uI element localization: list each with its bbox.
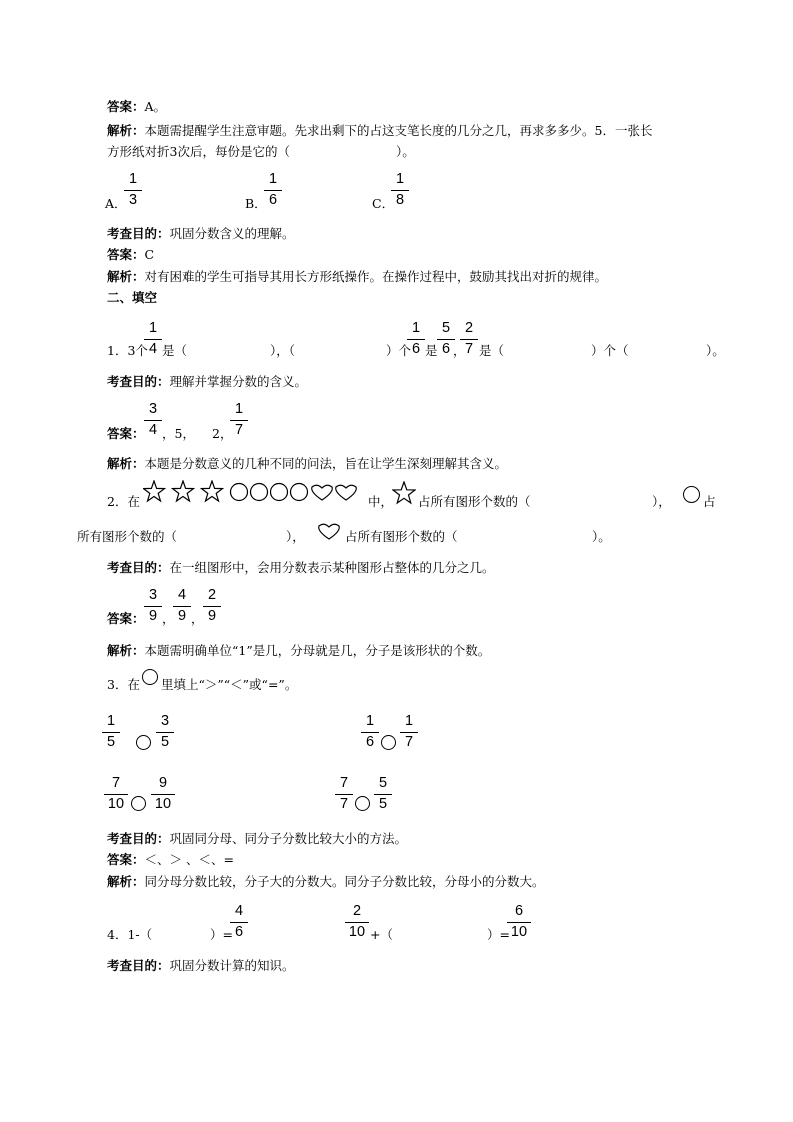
fraction-denominator: 7 bbox=[464, 341, 474, 357]
analysis-line bbox=[107, 125, 652, 138]
answer-text: A。 bbox=[144, 99, 167, 114]
compare-right-fraction bbox=[374, 776, 392, 813]
fraction-numerator: 4 bbox=[234, 903, 244, 919]
star-icon bbox=[392, 481, 416, 505]
fraction-denominator: 5 bbox=[378, 796, 388, 812]
purpose-text: 巩固分数计算的知识。 bbox=[169, 958, 295, 973]
fraction-denominator: 6 bbox=[234, 924, 244, 940]
fraction-denominator: 9 bbox=[207, 608, 217, 624]
fraction-numerator: 1 bbox=[106, 713, 116, 729]
fill1-prefix: 1．3个 bbox=[107, 343, 148, 358]
purpose-text: 理解并掌握分数的含义。 bbox=[169, 374, 308, 389]
option-b-label: B． bbox=[245, 196, 267, 211]
analysis-label: 解析： bbox=[107, 874, 145, 889]
purpose-line bbox=[107, 833, 407, 846]
fraction-numerator: 7 bbox=[111, 775, 121, 791]
answer-fraction bbox=[203, 588, 221, 625]
compare-right-fraction bbox=[400, 714, 418, 751]
fill1-fraction-a bbox=[144, 321, 162, 358]
fill1-text: 是（ bbox=[162, 343, 188, 358]
answer-text: 2， bbox=[212, 426, 233, 441]
comma: ， bbox=[162, 611, 175, 626]
question5-text bbox=[107, 146, 290, 159]
fill2-text: ）， bbox=[652, 494, 671, 509]
question5-stem: 方形纸对折3次后，每份是它的（ bbox=[107, 144, 290, 159]
answer-text: ，5， bbox=[162, 426, 195, 441]
fraction-numerator: 1 bbox=[395, 171, 405, 187]
fraction-denominator: 6 bbox=[411, 341, 421, 357]
fraction-numerator: 5 bbox=[378, 775, 388, 791]
fill2-text: 中， bbox=[368, 494, 394, 509]
fraction-denominator: 5 bbox=[160, 734, 170, 750]
answer-line bbox=[107, 249, 154, 262]
answer-fraction bbox=[230, 402, 248, 439]
fraction-numerator: 1 bbox=[404, 713, 414, 729]
star-icon bbox=[144, 481, 165, 501]
fraction-numerator: 1 bbox=[411, 320, 421, 336]
comma: ， bbox=[191, 611, 204, 626]
answer-fraction bbox=[173, 588, 191, 625]
shapes-group bbox=[143, 480, 363, 504]
fill4-text: +（ bbox=[370, 927, 393, 942]
fraction-numerator: 6 bbox=[514, 903, 524, 919]
star-icon bbox=[173, 481, 194, 501]
compare-circle-blank[interactable] bbox=[381, 735, 396, 750]
purpose-line bbox=[107, 562, 495, 575]
purpose-label: 考查目的： bbox=[107, 560, 170, 575]
fraction-numerator: 1 bbox=[128, 171, 138, 187]
fill1-fraction-b bbox=[407, 321, 425, 358]
option-c-fraction bbox=[391, 172, 409, 209]
analysis-label: 解析： bbox=[107, 269, 145, 284]
fraction-numerator: 2 bbox=[352, 903, 362, 919]
heart-icon bbox=[316, 521, 342, 541]
answer-text: C bbox=[144, 247, 155, 262]
analysis-text: 本题需提醒学生注意审题。先求出剩下的占这支笔长度的几分之几，再求多多少。5．一张长 bbox=[144, 123, 653, 138]
answer-line bbox=[107, 854, 234, 867]
fraction-numerator: 7 bbox=[339, 775, 349, 791]
purpose-text: 巩固同分母、同分子分数比较大小的方法。 bbox=[169, 831, 408, 846]
answer-label: 答案： bbox=[107, 611, 145, 626]
fraction-denominator: 10 bbox=[510, 924, 528, 940]
fraction-denominator: 6 bbox=[365, 734, 375, 750]
option-c-label: C． bbox=[372, 196, 395, 211]
purpose-text: 在一组图形中，会用分数表示某种图形占整体的几分之几。 bbox=[169, 560, 495, 575]
fill4-fraction-c bbox=[507, 904, 531, 941]
fill1-text: ），（ bbox=[270, 343, 296, 358]
fill3-text: 里填上“＞”“＜”或“=”。 bbox=[161, 677, 298, 692]
fraction-numerator: 4 bbox=[177, 587, 187, 603]
fill1-text: ， bbox=[453, 343, 466, 358]
analysis-text: 对有困难的学生可指导其用长方形纸操作。在操作过程中，鼓励其找出对折的规律。 bbox=[144, 269, 608, 284]
fraction-numerator: 3 bbox=[148, 401, 158, 417]
answer-label: 答案： bbox=[107, 426, 145, 441]
fill1-text: ）个（ bbox=[591, 343, 629, 358]
analysis-line bbox=[107, 271, 607, 284]
fill4-text: 4．1-（ bbox=[107, 927, 153, 942]
shapes-svg bbox=[143, 480, 363, 504]
fraction-numerator: 1 bbox=[268, 171, 278, 187]
circle-icon bbox=[142, 669, 158, 685]
compare-left-fraction bbox=[102, 714, 120, 751]
compare-right-fraction bbox=[151, 776, 175, 813]
compare-left-fraction bbox=[335, 776, 353, 813]
heart-icon bbox=[312, 485, 333, 500]
purpose-line bbox=[107, 376, 307, 389]
fraction-numerator: 1 bbox=[365, 713, 375, 729]
fraction-denominator: 4 bbox=[148, 422, 158, 438]
fill1-text: 是 bbox=[425, 343, 438, 358]
fill3-prefix: 3．在 bbox=[107, 677, 140, 692]
fill1-text: ）。 bbox=[706, 343, 725, 358]
purpose-text: 巩固分数含义的理解。 bbox=[169, 226, 295, 241]
fill2-text: ）， bbox=[286, 529, 305, 544]
heart-icon bbox=[336, 485, 357, 500]
analysis-text: 本题需明确单位“1”是几，分母就是几，分子是该形状的个数。 bbox=[144, 643, 491, 658]
analysis-label: 解析： bbox=[107, 456, 145, 471]
compare-circle-blank[interactable] bbox=[355, 796, 370, 811]
fill2-text: 占所有图形个数的（ bbox=[345, 529, 458, 544]
fraction-denominator: 7 bbox=[234, 422, 244, 438]
fill1-text: ）个 bbox=[386, 343, 412, 358]
analysis-line bbox=[107, 645, 490, 658]
answer-label: 答案： bbox=[107, 99, 145, 114]
answer-line bbox=[107, 101, 166, 114]
circle-icon bbox=[251, 484, 268, 501]
option-a-fraction bbox=[124, 172, 142, 209]
fraction-denominator: 4 bbox=[148, 341, 158, 357]
fraction-denominator: 8 bbox=[395, 192, 405, 208]
section-title: 二、填空 bbox=[107, 290, 158, 305]
purpose-line bbox=[107, 228, 295, 241]
purpose-label: 考查目的： bbox=[107, 831, 170, 846]
fraction-numerator: 3 bbox=[160, 713, 170, 729]
fill4-text: ）= bbox=[487, 927, 510, 942]
fill1-fraction-d bbox=[460, 321, 478, 358]
answer-text: ＜、＞ 、＜、= bbox=[144, 852, 234, 867]
fraction-denominator: 9 bbox=[177, 608, 187, 624]
circle-icon bbox=[683, 486, 700, 503]
fraction-denominator: 7 bbox=[339, 796, 349, 812]
fraction-denominator: 10 bbox=[154, 796, 172, 812]
fraction-denominator: 5 bbox=[106, 734, 116, 750]
answer-label: 答案： bbox=[107, 852, 145, 867]
fraction-numerator: 1 bbox=[148, 320, 158, 336]
fill2-text: 所有图形个数的（ bbox=[77, 529, 178, 544]
fraction-numerator: 2 bbox=[464, 320, 474, 336]
compare-circle-blank[interactable] bbox=[131, 796, 146, 811]
purpose-label: 考查目的： bbox=[107, 226, 170, 241]
fill2-prefix: 2．在 bbox=[107, 494, 140, 509]
compare-right-fraction bbox=[156, 714, 174, 751]
fraction-denominator: 10 bbox=[107, 796, 125, 812]
circle-icon bbox=[291, 484, 308, 501]
fraction-denominator: 10 bbox=[348, 924, 366, 940]
fraction-denominator: 6 bbox=[268, 192, 278, 208]
purpose-label: 考查目的： bbox=[107, 958, 170, 973]
compare-left-fraction bbox=[361, 714, 379, 751]
fraction-numerator: 3 bbox=[148, 587, 158, 603]
fill4-fraction-a bbox=[230, 904, 248, 941]
fraction-numerator: 9 bbox=[158, 775, 168, 791]
fraction-numerator: 5 bbox=[441, 320, 451, 336]
fraction-numerator: 1 bbox=[234, 401, 244, 417]
fraction-denominator: 3 bbox=[128, 192, 138, 208]
fill1-text: 是（ bbox=[479, 343, 505, 358]
option-b-fraction bbox=[264, 172, 282, 209]
fraction-denominator: 9 bbox=[148, 608, 158, 624]
option-a-label: A． bbox=[105, 196, 127, 211]
fraction-denominator: 6 bbox=[441, 341, 451, 357]
answer-label: 答案： bbox=[107, 247, 145, 262]
analysis-text: 同分母分数比较，分子大的分数大。同分子分数比较，分母小的分数大。 bbox=[144, 874, 545, 889]
purpose-line bbox=[107, 960, 295, 973]
star-icon bbox=[202, 481, 223, 501]
question5-close: ）。 bbox=[396, 144, 415, 159]
answer-fraction bbox=[144, 588, 162, 625]
fill2-text: 占 bbox=[703, 494, 716, 509]
compare-circle-blank[interactable] bbox=[136, 735, 151, 750]
fraction-numerator: 2 bbox=[207, 587, 217, 603]
analysis-label: 解析： bbox=[107, 643, 145, 658]
analysis-text: 本题是分数意义的几种不同的问法，旨在让学生深刻理解其含义。 bbox=[144, 456, 508, 471]
answer-fraction bbox=[144, 402, 162, 439]
fraction-denominator: 7 bbox=[404, 734, 414, 750]
analysis-line bbox=[107, 876, 545, 889]
fill4-text: ）= bbox=[210, 927, 233, 942]
fill2-text: 占所有图形个数的（ bbox=[418, 494, 531, 509]
analysis-label: 解析： bbox=[107, 123, 145, 138]
compare-left-fraction bbox=[104, 776, 128, 813]
purpose-label: 考查目的： bbox=[107, 374, 170, 389]
circle-icon bbox=[271, 484, 288, 501]
analysis-line bbox=[107, 458, 507, 471]
fill2-text: ）。 bbox=[592, 529, 611, 544]
fill4-fraction-b bbox=[345, 904, 369, 941]
circle-icon bbox=[231, 484, 248, 501]
